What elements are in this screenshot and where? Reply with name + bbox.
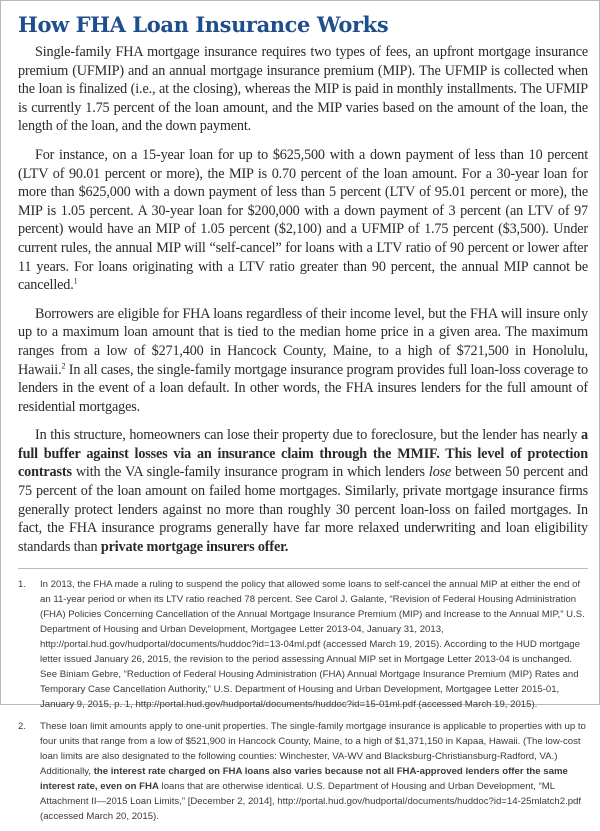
footnote-text: In 2013, the FHA made a ruling to suspend the policy that allowed some loans to self-cancel the annual MIP at either the end of an 11-year period or when its LTV ratio reached 78 percent. See Carol J. Galante, “Revision of Federal Housing Administration (FHA) Policies Concerning Cancellation of the Annual Mortgage Insurance Premium (MIP) and Increase to the Annual MIP,” U.S. Department of Housing and Urban Development, Mortgagee Letter 2013-04, January 31, 2013, http://portal.hud.gov/hudportal/documents/huddoc?id=13-04ml.pdf (accessed March 19, 2015). According to the HUD mortgage letter issued January 26, 2015, the revision to the period assessing Annual MIP set in Mortgage Letter 2013-04 is unchanged. See Biniam Gebre, “Reduction of Federal Housing Administration (FHA) Annual Mortgage Insurance Premium (MIP) Rates and Temporary Case Cancellation Authority,” U.S. Department of Housing and Urban Development, Mortgagee Letter 2015-01, January 9, 2015, p. 1, http://portal.hud.gov/hudportal/documents/huddoc?id=15-01ml.pdf (accessed March 19, 2015). <box>40 579 585 711</box>
footnote-ref-2[interactable]: 2 <box>61 360 66 370</box>
paragraph-text: For instance, on a 15-year loan for up to $625,500 with a down payment of less than 10 percent (LTV of 90.01 percent or more), the MIP is 0.70 percent of the loan amount. For a 30-year loan for more than $625,000 with a down payment of less than 5 percent (LTV of 95.01 percent or more), the MIP is 1.05 percent. A 30-year loan for $200,000 with a down payment of 3 percent (an LTV of 97 percent) would have an MIP of 1.05 percent ($2,100) and a UFMIP of 1.75 percent ($3,500). Under current rules, the annual MIP will “self-cancel” for loans with a LTV ratio of 90 percent or lower after 11 years. For loans originating with a LTV ratio greater than 90 percent, the annual MIP cannot be cancelled. <box>18 146 588 294</box>
footnote-text-part: These loan limit amounts apply to one-unit properties. The single-family mortgage insurance is applicable to properties with up to four units that range from a low of $521,900 in Hancock County, Maine, to a high of $1,371,150 in Kapaa, Hawaii. (The low-cost loan limits are also designated to the following counties: Winchester, VA-WV and Blacksburg-Christiansburg-Radford, VA.) Additionally, <box>40 721 586 778</box>
paragraph-eligibility <box>18 305 588 417</box>
paragraph-fees: Single-family FHA mortgage insurance requires two types of fees, an upfront mortgage insurance premium (UFMIP) and an annual mortgage insurance premium (MIP). The UFMIP is collected when the loan is finalized (i.e., at the closing), whereas the MIP is paid in monthly installments. The UFMIP is currently 1.75 percent of the loan amount, and the MIP varies based on the amount of the loan, the length of the loan, and the down payment. <box>18 44 588 135</box>
footnote-number: 2. <box>18 721 27 733</box>
italic-text: lose <box>428 464 452 481</box>
footnote-2 <box>18 719 588 824</box>
page-title: How FHA Loan Insurance Works <box>18 12 389 37</box>
footnote-1 <box>18 577 588 712</box>
paragraph-text: Borrowers are eligible for FHA loans regardless of their income level, but the FHA will insure only up to a maximum loan amount that is tied to the median home price in a given area. The maximum ranges from a low of $271,400 in Hancock County, Maine, to a high of $721,500 in Honolulu, Hawaii. <box>18 305 588 378</box>
footnote-number: 1. <box>18 579 27 591</box>
paragraph-text: In this structure, homeowners can lose their property due to foreclosure, but the lender has nearly <box>35 427 582 444</box>
footnote-ref-1[interactable]: 1 <box>73 276 78 286</box>
paragraph-text: In all cases, the single-family mortgage insurance program provides full loan-loss coverage to lenders in the event of a loan default. In other words, the FHA insures lenders for the full amount of residential mortgages. <box>18 361 588 415</box>
paragraph-structure <box>18 426 588 556</box>
footnote-divider <box>18 568 588 569</box>
emphasized-text: a full buffer against losses via an insurance claim through the MMIF. This level of protection contrasts <box>18 427 588 481</box>
article-content <box>18 11 588 831</box>
paragraph-example <box>18 146 588 295</box>
paragraph-text: with the VA single-family insurance program in which lenders <box>71 464 429 481</box>
footnote-text-part: loans that are otherwise identical. U.S. Department of Housing and Urban Development, “ML Attachment II—2015 Loan Limits,” [December 2, 2014], http://portal.hud.gov/hudportal/documents/huddoc?id=14-25mlatch2.pdf (accessed March 20, 2015). <box>40 781 582 823</box>
paragraph-text: between 50 percent and 75 percent of the loan amount on failed home mortgages. Similarly, private mortgage insurance firms generally protect lenders against no more than roughly 30 percent loan-loss on failed mortgages. In fact, the FHA insurance programs generally have far more relaxed underwriting and loan eligibility standards than <box>18 464 589 555</box>
footnote-text <box>40 719 588 824</box>
footnote-bold-text: the interest rate charged on FHA loans also varies because not all FHA-approved lenders offer the same interest rate, even on FHA <box>40 766 568 793</box>
emphasized-text: private mortgage insurers offer. <box>100 538 289 555</box>
